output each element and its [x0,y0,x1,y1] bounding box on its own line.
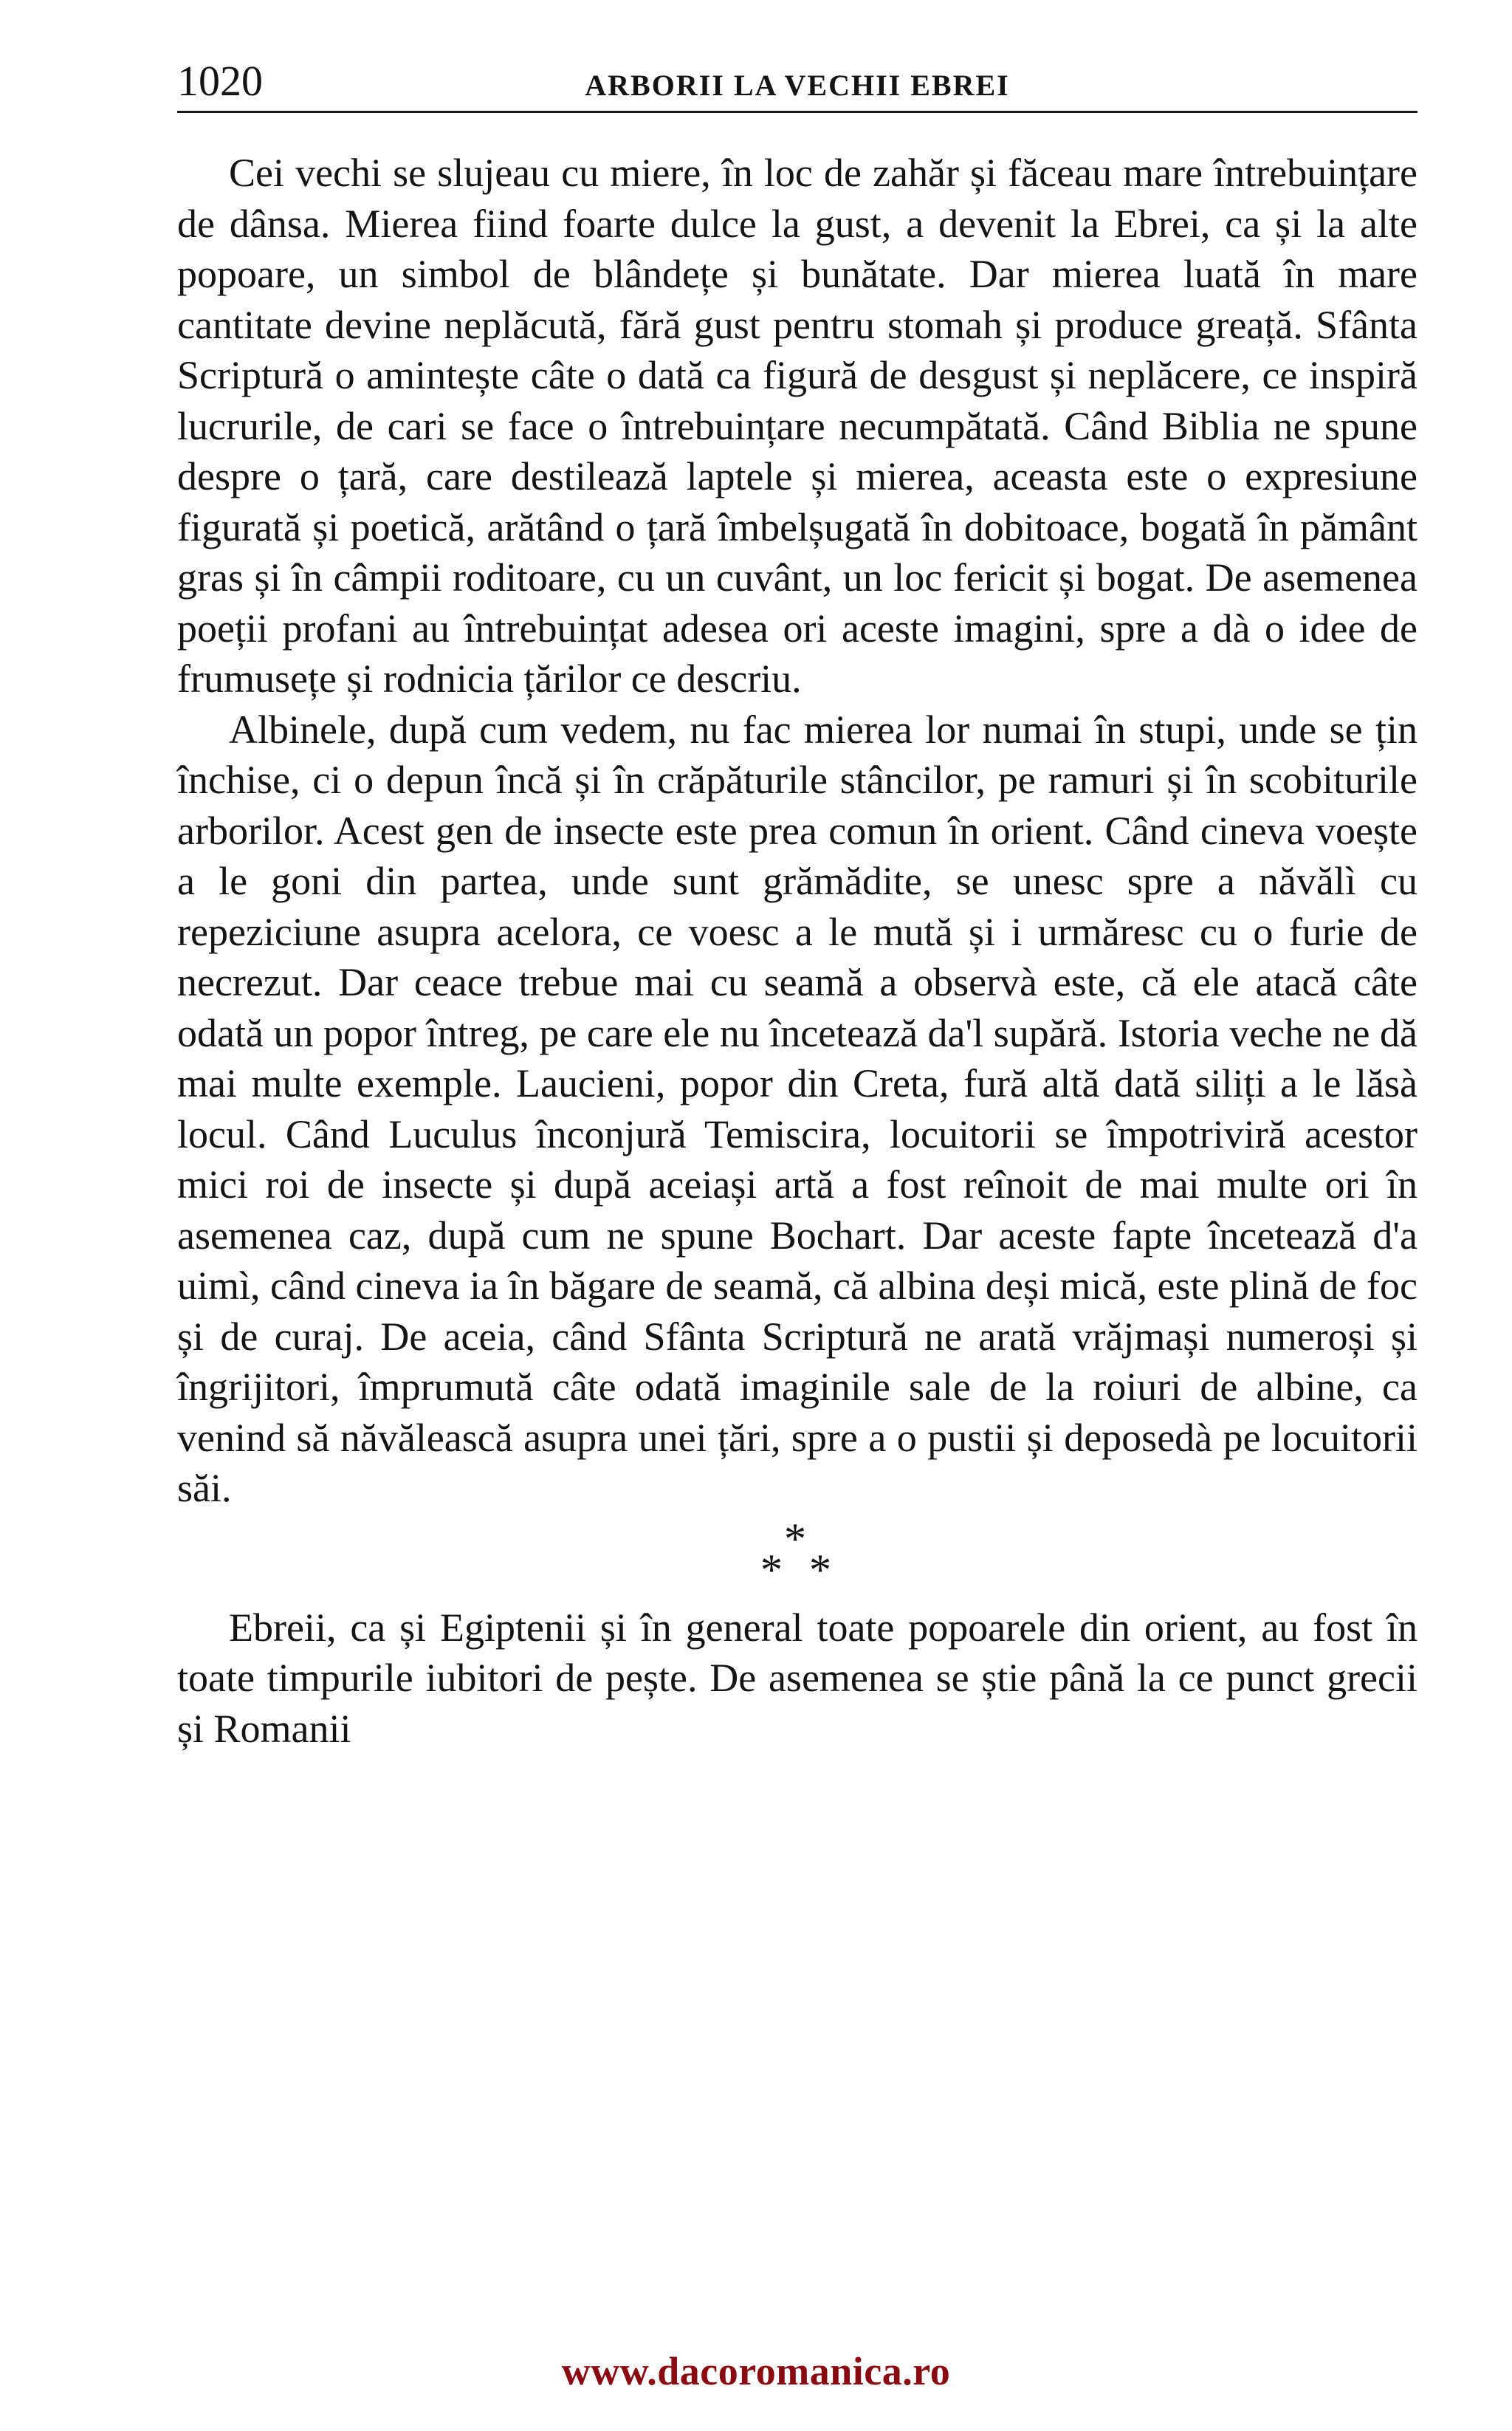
section-divider-asterism [177,1514,1418,1602]
running-title: ARBORII LA VECHII EBREI [585,69,1010,102]
asterisk-right: * [809,1545,831,1594]
page-number: 1020 [177,57,263,105]
footer-watermark: www.dacoromanica.ro [561,2349,951,2393]
body-text [177,148,1418,1754]
asterisk-left: * [760,1545,783,1594]
asterisk-top: * [784,1514,806,1563]
page-header [177,52,1418,113]
paragraph-fish: Ebreii, ca și Egiptenii și în general toate popoarele din orient, au fost în toate timpurile iubitori de pește. De asemenea se știe până la ce punct grecii și Romanii [177,1605,1418,1751]
paragraph-honey: Cei vechi se slujeau cu miere, în loc de zahăr și făceau mare întrebuințare de dânsa. Mierea fiind foarte dulce la gust, a devenit la Ebrei, ca și la alte popoare, un simbol de blândețe și bunătate. Dar mierea luată în mare cantitate devine neplăcută, fără gust pentru stomah și produce greață. Sfânta Scriptură o amintește câte o dată ca figură de desgust și neplăcere, ce inspiră lucrurile, de cari se face o întrebuințare necumpătată. Când Biblia ne spune despre o țară, care destilează laptele și mierea, aceasta este o expresiune figurată și poetică, arătând o țară îmbelșugată în dobitoace, bogată în pământ gras și în câmpii roditoare, cu un cuvânt, un loc fericit și bogat. De asemenea poeții profani au întrebuințat adesea ori aceste imagini, spre a dà o idee de frumusețe și rodnicia țărilor ce descriu. [177,151,1418,701]
paragraph-bees: Albinele, după cum vedem, nu fac mierea lor numai în stupi, unde se țin închise, ci o depun încă și în crăpăturile stâncilor, pe ramuri și în scobiturile arborilor. Acest gen de insecte este prea comun în orient. Când cineva voește a le goni din partea, unde sunt grămădite, se unesc spre a năvălì cu repeziciune asupra acelora, ce voesc a le mută și i urmăresc cu o furie de necrezut. Dar ceace trebue mai cu seamă a observà este, că ele atacă câte odată un popor întreg, pe care ele nu încetează da'l supără. Istoria veche ne dă mai multe exemple. Laucieni, popor din Creta, fură altă dată siliți a le lăsà locul. Când Luculus înconjură Temiscira, locuitorii se împotriviră acestor mici roi de insecte și după aceiași artă a fost reînoit de mai multe ori în asemenea caz, după cum ne spune Bochart. Dar aceste fapte încetează d'a uimì, când cineva ia în băgare de seamă, că albina deși mică, este plină de foc și de curaj. De aceia, când Sfânta Scriptură ne arată vrăjmași numeroși și îngrijitori, împrumută câte odată imaginile sale de la roiuri de albine, ca venind să năvălească asupra unei țări, spre a o pustii și deposedà pe locuitorii săi. [177,707,1418,1510]
